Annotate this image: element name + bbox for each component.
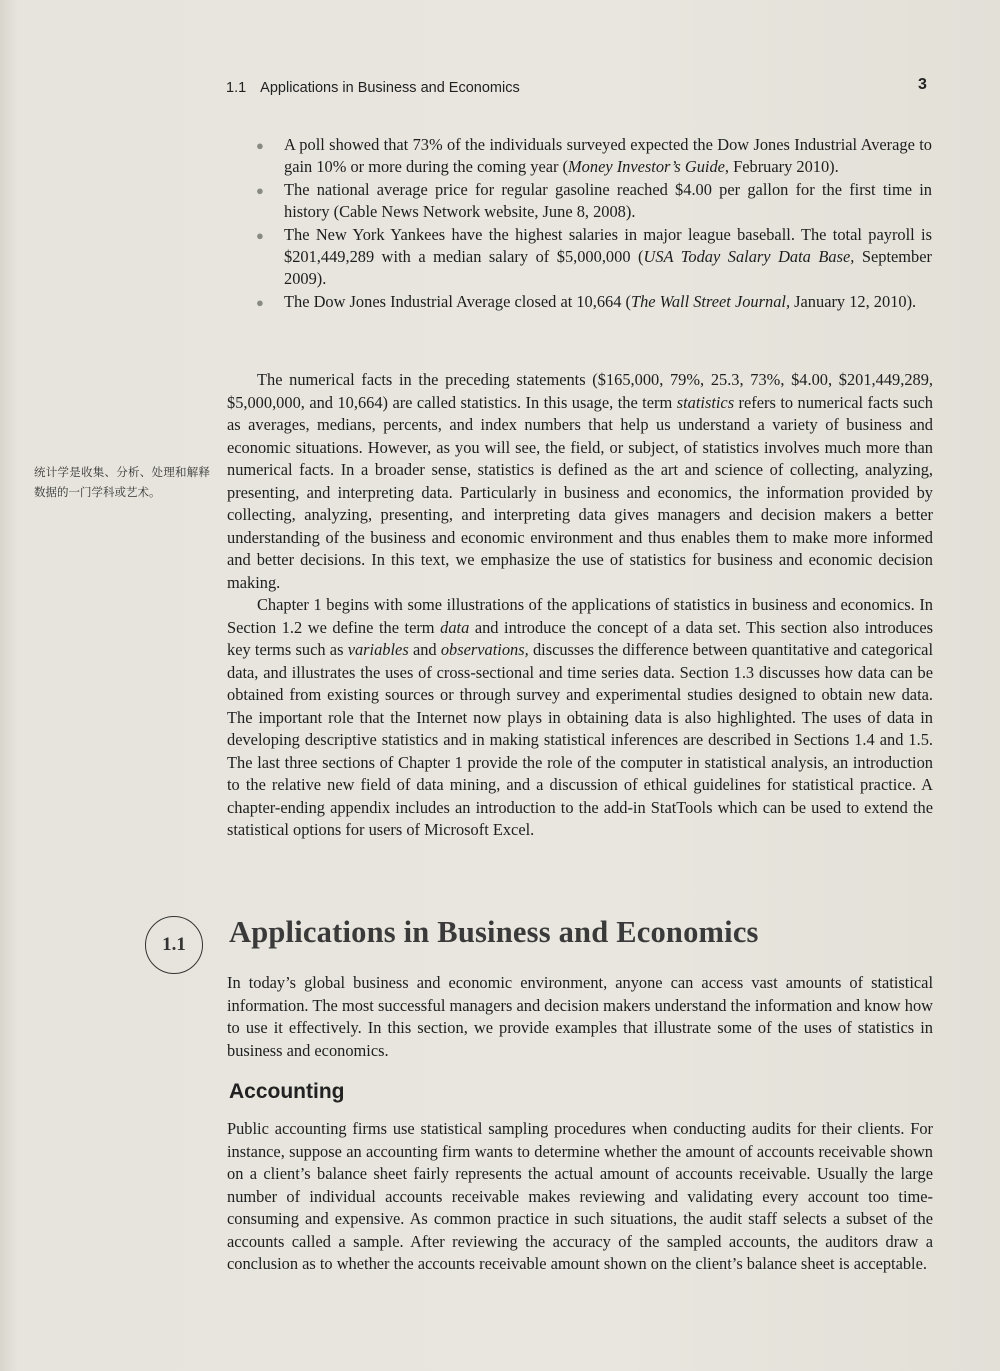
bullet-text (284, 292, 916, 311)
intro-text (227, 369, 933, 842)
intro-paragraph (227, 369, 933, 594)
bullet-icon: ● (256, 138, 264, 153)
text-run: January 12, 2010). (790, 291, 917, 311)
bullet-icon: ● (256, 227, 264, 243)
section-title: Applications in Business and Economics (229, 915, 759, 949)
bullet-item (256, 291, 932, 313)
bullet-text (284, 135, 932, 176)
bullet-item (256, 179, 932, 224)
bullet-item (256, 134, 932, 179)
running-header-title: Applications in Business and Economics (260, 80, 520, 96)
text-run: refers to numerical facts such as averages, medians, percents, and index numbers that help us understand a variety of business and economic situations. However, as you will see, the field, or subject, of statistics involves much more than numerical facts. In a broader sense, statistics is defined as the art and science of collecting, analyzing, presenting, and interpreting data. Particularly in business and economics, the information provided by collecting, analyzing, presenting, and interpreting data gives managers and decision makers a better understanding of the business and economic environment and thus enables them to make more informed and better decisions. In this text, we emphasize the use of statistics for business and economic decision making. (227, 392, 933, 592)
text-run: The Dow Jones Industrial Average closed at 10,664 ( (284, 291, 631, 311)
intro-paragraph (227, 594, 933, 842)
bullet-text (284, 225, 932, 289)
italic-text: data (440, 617, 470, 637)
accounting-text (227, 1118, 933, 1276)
text-run: A poll showed that 73% of the individuals surveyed expected the Dow Jones Industrial Average to gain 10% or more during the coming year ( (284, 135, 932, 177)
italic-text: Money Investor’s Guide (568, 157, 725, 177)
page-number: 3 (918, 76, 927, 93)
text-run: Chapter 1 begins with some illustrations of the applications of statistics in business and economics. In Section 1.2 we define the term (227, 595, 933, 637)
accounting-paragraph: Public accounting firms use statistical sampling procedures when conducting audits for their clients. For instance, suppose an accounting firm wants to determine whether the amount of accounts receivable shown on a client’s balance sheet fairly represents the actual amount of accounts receivable. Usually the large number of individual accounts receivable makes reviewing and validating every account too time-consuming and expensive. As common practice in such situations, the audit staff selects a subset of the accounts called a sample. After reviewing the accuracy of the sampled accounts, the auditors draw a conclusion as to whether the accounts receivable amount shown on the client’s balance sheet is acceptable. (227, 1119, 933, 1273)
bullet-list (256, 134, 932, 313)
text-run: and (408, 640, 441, 659)
italic-text: USA Today Salary Data Base, (643, 247, 855, 267)
italic-text: observations, (440, 640, 529, 659)
text-run: , February 2010). (724, 157, 839, 177)
text-run: September 2009). (284, 247, 932, 289)
italic-text: variables (347, 640, 409, 659)
text-run: The New York Yankees have the highest salaries in major league baseball. The total payroll is $201,449,289 with a median salary of $5,000,000 ( (284, 224, 932, 267)
bullet-icon: ● (256, 294, 264, 310)
running-header (226, 80, 520, 96)
section-intro (227, 972, 933, 1062)
section-number-badge: 1.1 (145, 916, 203, 974)
section-paragraph: In today’s global business and economic environment, anyone can access vast amounts of statistical information. The most successful managers and decision makers understand the information and know how to use it effectively. In this section, we provide examples that illustrate some of the uses of statistics in business and economics. (227, 973, 933, 1060)
text-run: discusses the difference between quantitative and categorical data, and illustrates the uses of cross-sectional and time series data. Section 1.3 discusses how data can be obtained from existing sources or through survey and experimental studies designed to obtain new data. The important role that the Internet now plays in obtaining data is also highlighted. The uses of data in developing descriptive statistics and in making statistical inferences are described in Sections 1.4 and 1.5. The last three sections of Chapter 1 provide the role of the computer in statistical analysis, an introduction to the relative new field of data mining, and a discussion of ethical guidelines for statistical practice. A chapter-ending appendix includes an introduction to the add-in StatTools which can be used to extend the statistical options for users of Microsoft Excel. (227, 640, 933, 839)
text-run: The numerical facts in the preceding statements ($165,000, 79%, 25.3, 73%, $4.00, $201,449,289, $5,000,000, and 10,664) are called statistics. In this usage, the term (227, 370, 933, 412)
bullet-item (256, 224, 932, 291)
bullet-icon: ● (256, 182, 264, 198)
running-header-section-number: 1.1 (226, 80, 247, 96)
subsection-heading: Accounting (229, 1080, 345, 1103)
italic-text: The Wall Street Journal, (631, 291, 791, 311)
italic-text: statistics (676, 392, 735, 412)
bullet-text (284, 180, 932, 221)
margin-note: 统计学是收集、分析、处理和解释数据的一门学科或艺术。 (34, 465, 210, 499)
text-run: The national average price for regular gasoline reached $4.00 per gallon for the first time in history (Cable News Network website, June 8, 2008). (284, 179, 932, 222)
text-run: and introduce the concept of a data set. This section also introduces key terms such as (227, 617, 933, 659)
